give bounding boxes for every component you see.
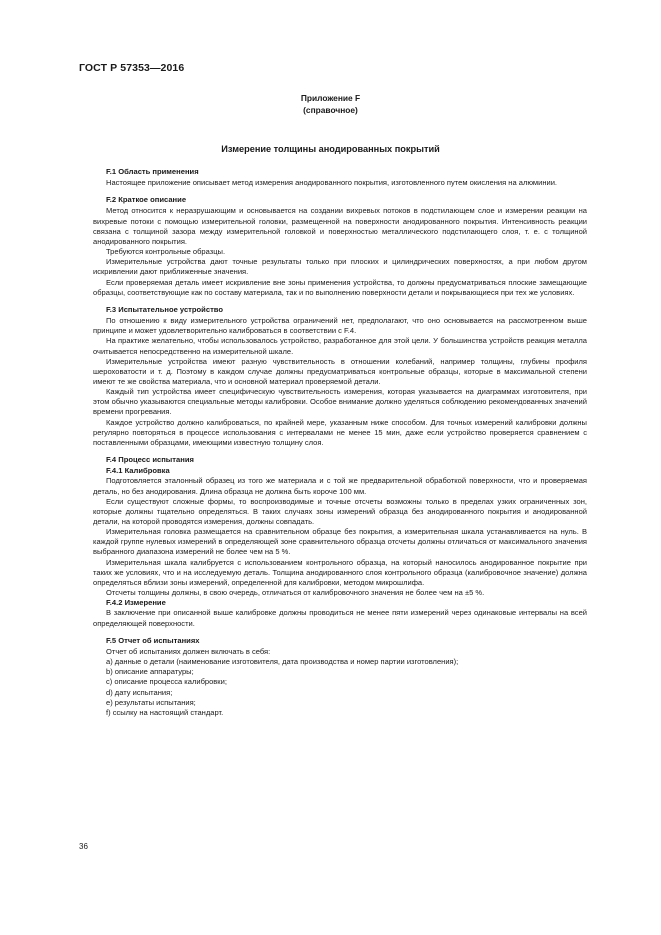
document-id: ГОСТ Р 57353—2016 — [79, 62, 185, 74]
paragraph: Отсчеты толщины должны, в свою очередь, отличаться от калибровочного значения не более чем на ±5 %. — [106, 588, 485, 598]
paragraph: Отчет об испытаниях должен включать в себя: — [106, 646, 271, 656]
section-heading-f3: F.3 Испытательное устройство — [106, 304, 223, 314]
annex-label: Приложение F — [300, 93, 361, 103]
paragraph: По отношению к виду измерительного устройства ограничений нет, предполагают, что оно основывается на рассмотренном выше принципе и может удовлетворительно калиброваться в соответствии с F.4. — [93, 316, 587, 336]
paragraph: Требуются контрольные образцы. — [106, 247, 226, 257]
paragraph: Подготовляется эталонный образец из того же материала и с той же предварительной обработкой поверхности, что и проверяемая деталь, но без анодирования. Длина образца не должна быть короче 100 мм. — [93, 476, 587, 496]
list-item: f) ссылку на настоящий стандарт. — [106, 707, 224, 717]
paragraph: Настоящее приложение описывает метод измерения анодированного покрытия, изготовленного путем окисления на алюминии. — [106, 178, 558, 188]
page-number: 36 — [79, 842, 88, 851]
paragraph: Измерительная головка размещается на сравнительном образце без покрытия, а измерительная шкала устанавливается на нуль. В каждой группе нулевых измерений в определяющей зоне сравнительного образца отсчеты должны отличаться от максимального значения выбранного диапазона измерений не более чем на 5 %. — [93, 527, 587, 557]
paragraph: В заключение при описанной выше калибровке должны проводиться не менее пяти измерений через одинаковые интервалы на всей определяющей поверхности. — [93, 608, 587, 628]
subsection-heading-f41: F.4.1 Калибровка — [106, 466, 170, 476]
paragraph: Каждый тип устройства имеет специфическую чувствительность измерения, которая указывается на диаграммах изготовителя, при этом обычно указываются специальные методы калибровки. Особое внимание должно уделяться соблюдению рекомендованных значений времени прогревания. — [93, 387, 587, 417]
section-heading-f5: F.5 Отчет об испытаниях — [106, 635, 200, 645]
annex-type: (справочное) — [303, 104, 358, 115]
paragraph: Измерительные устройства дают точные результаты только при плоских и цилиндрических поверхностях, а при любом другом искривлении дают приближенные значения. — [93, 257, 587, 277]
annex-body — [93, 165, 587, 718]
paragraph: Если существуют сложные формы, то воспроизводимые и точные отсчеты возможны только в пределах узких ограниченных зон, которые должны тщательно определяться. В таких случаях зоны измерений образца без анодированного покрытия и анодированной детали, на которой проводятся измерения, должны совпадать. — [93, 496, 587, 526]
paragraph: Метод относится к неразрушающим и основывается на создании вихревых потоков в подстилающем слое и измерении реакции на вихревые потоки с помощью измерительной головки, размещенной на поверхности анодированного покрытия. Интенсивность реакции связана с толщиной зазора между измерительной головкой и поверхностью металлического подстилающего слоя, т. е. с толщиной анодированного покрытия. — [93, 206, 587, 246]
paragraph: Измерительные устройства имеют разную чувствительность в отношении колебаний, например толщины, глубины профиля шероховатости и т. д. Поэтому в каждом случае должны предусматриваться контрольные образцы, которые в максимальной степени имеют те же свойства материала, что и основной материал проверяемой детали. — [93, 356, 587, 386]
paragraph: Каждое устройство должно калиброваться, по крайней мере, указанным ниже способом. Для точных измерений калибровки должны регулярно повторяться в процессе использования с интервалами не менее 15 мин, даже если устройство проверяется сравнением с поставленными образцами, имеющими известную толщину слоя. — [93, 417, 587, 447]
list-item: b) описание аппаратуры; — [106, 667, 194, 677]
list-item: e) результаты испытания; — [106, 697, 196, 707]
section-heading-f1: F.1 Область применения — [106, 167, 199, 176]
section-heading-f2: F.2 Краткое описание — [106, 195, 187, 205]
subsection-heading-f42: F.4.2 Измерение — [106, 598, 166, 608]
annex-title: Измерение толщины анодированных покрытий — [221, 144, 440, 154]
paragraph: Измерительная шкала калибруется с использованием контрольного образца, на который наносилось анодированное покрытие при таких же условиях, что и на исследуемую деталь. Толщина анодированного слоя контрольного образца (калибровочное значение) должна определяться вблизи зоны измерений, определенной для калибровки, методом микрошлифа. — [93, 557, 587, 587]
annex-heading — [0, 93, 661, 116]
paragraph: Если проверяемая деталь имеет искривление вне зоны применения устройства, то должны предусматриваться плоские замещающие образцы, соответствующие как по составу материала, так и по выполнению поверхности детали и покрывающиеся при тех же условиях. — [93, 277, 587, 297]
paragraph: На практике желательно, чтобы использовалось устройство, разработанное для этой цели. У большинства устройств реакция металла очитывается непосредственно на измерительной шкале. — [93, 336, 587, 356]
list-item: d) дату испытания; — [106, 687, 173, 697]
list-item: a) данные о детали (наименование изготовителя, дата производства и номер партии изготовления); — [106, 657, 459, 667]
section-heading-f4: F.4 Процесс испытания — [106, 455, 194, 465]
list-item: c) описание процесса калибровки; — [106, 677, 227, 687]
